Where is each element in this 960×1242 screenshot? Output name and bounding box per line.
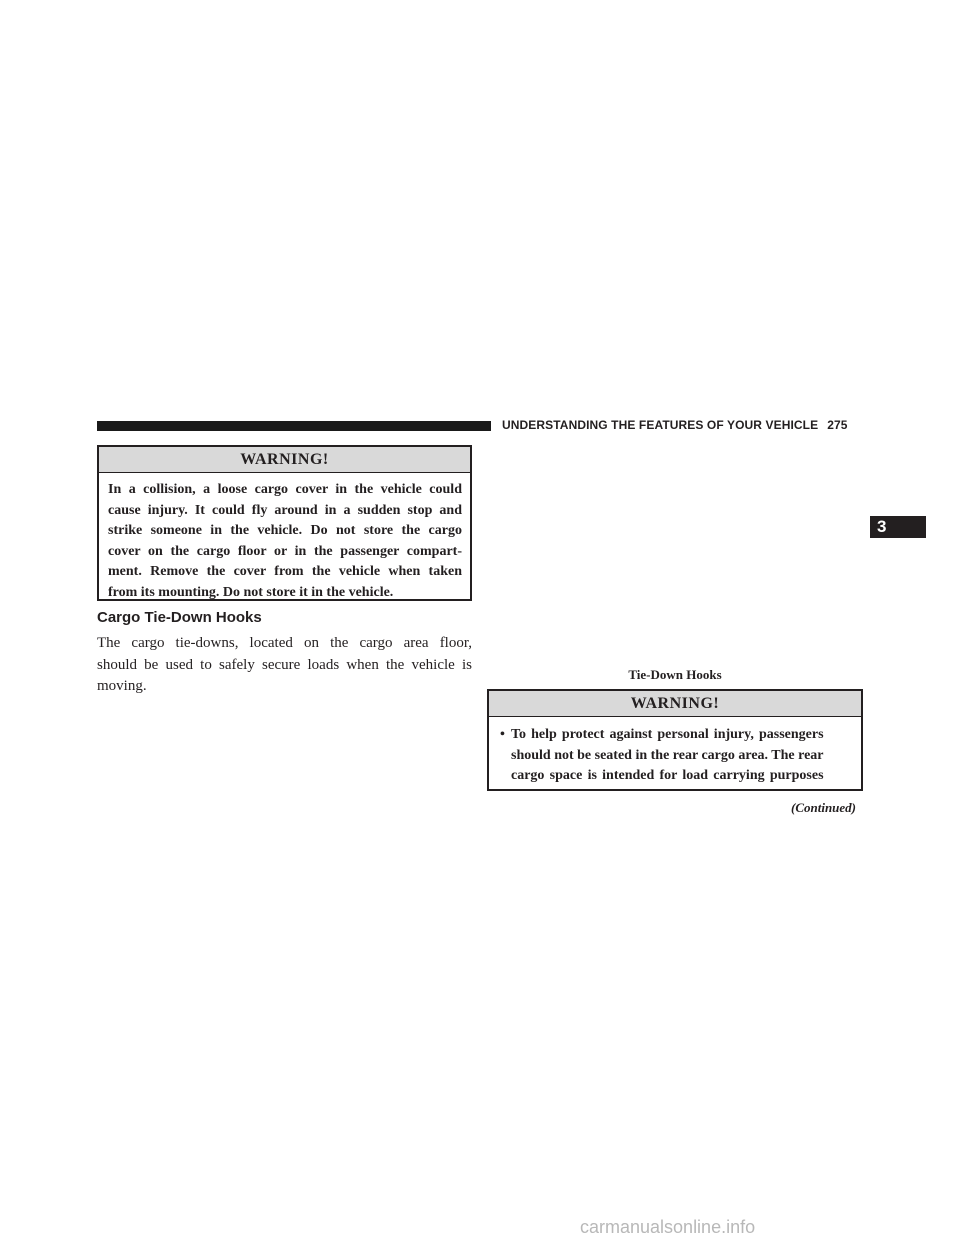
watermark[interactable]: carmanualsonline.info <box>580 1217 756 1237</box>
warning-line: cargo space is intended for load carrying purposes <box>511 768 824 784</box>
warning-line: In a collision, a loose cargo cover in the vehicle could <box>108 482 462 497</box>
warning-body <box>489 717 861 787</box>
warning-line: To help protect against personal injury, passengers <box>511 727 824 742</box>
warning-box-rear-cargo <box>487 689 863 791</box>
continued-label: (Continued) <box>790 800 856 815</box>
figure-caption: Tie-Down Hooks <box>628 667 722 682</box>
warning-line: should not be seated in the rear cargo area. The rear <box>511 747 824 763</box>
warning-title: WARNING! <box>99 447 470 473</box>
warning-box-cargo-cover <box>97 445 472 601</box>
header-title: UNDERSTANDING THE FEATURES OF YOUR VEHICLE <box>502 418 819 432</box>
warning-body <box>99 473 470 604</box>
warning-line: from its mounting. Do not store it in the vehicle. <box>108 584 394 600</box>
warning-line: strike someone in the vehicle. Do not store the cargo <box>108 523 462 539</box>
running-header <box>502 418 848 432</box>
body-line: moving. <box>97 678 147 694</box>
warning-line: cover on the cargo floor or in the passenger compart- <box>108 543 462 559</box>
warning-title: WARNING! <box>489 691 861 717</box>
chapter-tab[interactable]: 3 <box>870 516 926 538</box>
bullet-text <box>511 725 824 787</box>
section-heading: Cargo Tie-Down Hooks <box>97 609 262 626</box>
body-line: The cargo tie-downs, located on the cargo area floor, <box>97 635 472 651</box>
header-rule <box>97 421 491 431</box>
page-number: 275 <box>827 418 848 432</box>
bullet-icon: • <box>500 727 505 742</box>
warning-line: ment. Remove the cover from the vehicle when taken <box>108 564 462 580</box>
warning-line: cause injury. It could fly around in a sudden stop and <box>108 502 462 518</box>
figure-image-area <box>487 444 863 666</box>
section-body <box>97 633 472 698</box>
body-line: should be used to safely secure loads when the vehicle is <box>97 656 472 673</box>
